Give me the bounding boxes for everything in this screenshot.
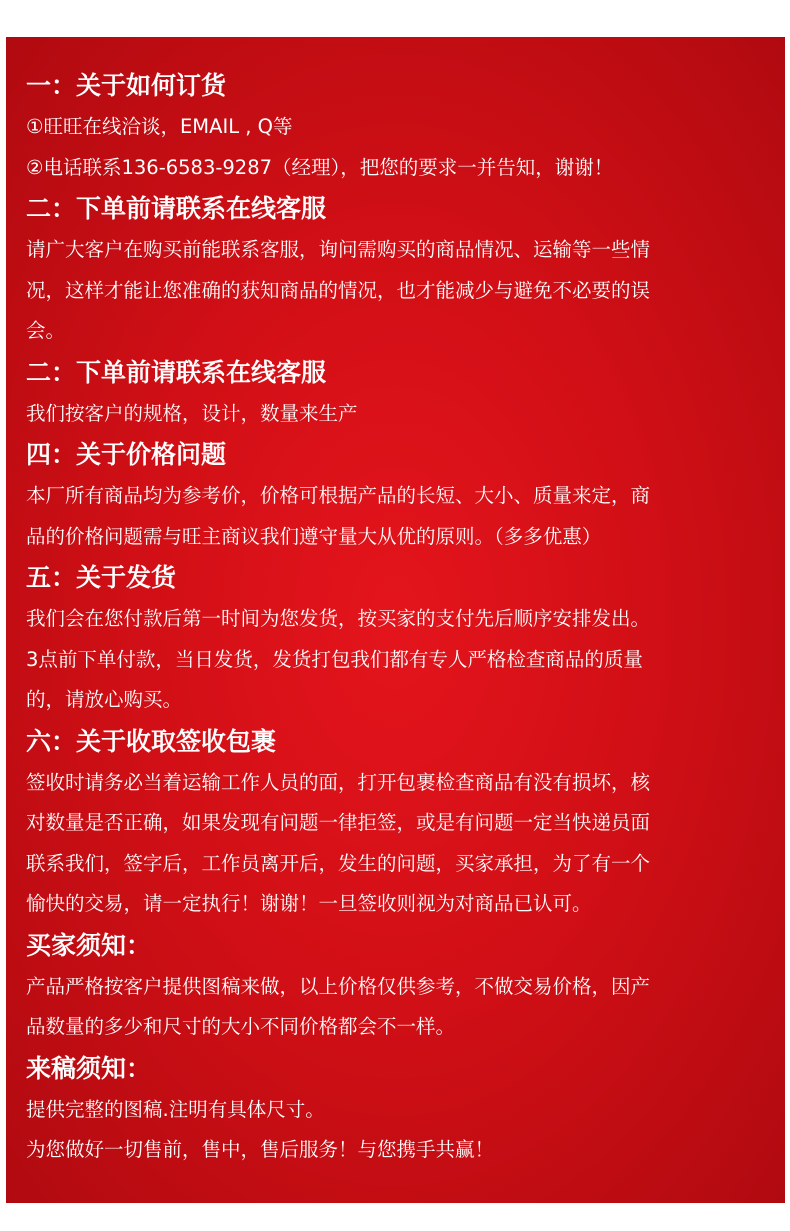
section-line: 况，这样才能让您准确的获知商品的情况，也才能减少与避免不必要的误 bbox=[26, 278, 651, 302]
section-line: ①旺旺在线洽谈，EMAIL , Q等 bbox=[26, 115, 293, 138]
section-line: 的，请放心购买。 bbox=[26, 688, 183, 711]
section-pricing bbox=[26, 434, 767, 557]
section-ordering bbox=[26, 65, 767, 188]
section-line: 我们按客户的规格，设计，数量来生产 bbox=[26, 401, 358, 425]
section-heading: 四：关于价格问题 bbox=[26, 440, 227, 469]
section-line: 产品严格按客户提供图稿来做，以上价格仅供参考，不做交易价格，因产 bbox=[26, 974, 651, 998]
section-receiving bbox=[26, 721, 767, 925]
section-heading: 二：下单前请联系在线客服 bbox=[26, 357, 327, 387]
section-line: ②电话联系136-6583-9287（经理），把您的要求一并告知，谢谢！ bbox=[26, 155, 614, 179]
section-shipping bbox=[26, 557, 767, 721]
section-line: 我们会在您付款后第一时间为您发货，按买家的支付先后顺序安排发出。 bbox=[26, 607, 651, 630]
section-heading: 一：关于如何订货 bbox=[26, 71, 227, 100]
section-line: 品数量的多少和尺寸的大小不同价格都会不一样。 bbox=[26, 1015, 456, 1038]
section-line: 签收时请务必当着运输工作人员的面，打开包裹检查商品有没有损坏，核 bbox=[26, 770, 651, 794]
section-line: 为您做好一切售前，售中，售后服务！与您携手共赢！ bbox=[26, 1138, 495, 1161]
section-line: 提供完整的图稿.注明有具体尺寸。 bbox=[26, 1097, 325, 1121]
section-line: 会。 bbox=[26, 319, 66, 342]
section-production bbox=[26, 352, 767, 435]
section-heading: 六：关于收取签收包裹 bbox=[26, 726, 277, 756]
section-line: 愉快的交易，请一定执行！谢谢！一旦签收则视为对商品已认可。 bbox=[26, 892, 592, 915]
section-line: 本厂所有商品均为参考价，价格可根据产品的长短、大小、质量来定，商 bbox=[26, 484, 651, 507]
section-line: 联系我们，签字后，工作员离开后，发生的问题，买家承担，为了有一个 bbox=[26, 851, 651, 875]
section-line: 3点前下单付款，当日发货，发货打包我们都有专人严格检查商品的质量 bbox=[26, 647, 643, 671]
section-buyer-notice bbox=[26, 925, 767, 1048]
section-heading: 五：关于发货 bbox=[26, 563, 177, 592]
section-heading: 二：下单前请联系在线客服 bbox=[26, 194, 327, 223]
section-line: 对数量是否正确，如果发现有问题一律拒签，或是有问题一定当快递员面 bbox=[26, 811, 651, 834]
section-contact-service bbox=[26, 188, 767, 352]
section-heading: 来稿须知： bbox=[26, 1053, 152, 1083]
section-heading: 买家须知： bbox=[26, 930, 152, 960]
notice-panel bbox=[6, 37, 785, 1203]
section-line: 品的价格问题需与旺主商议我们遵守量大从优的原则。（多多优惠） bbox=[26, 524, 602, 548]
section-line: 请广大客户在购买前能联系客服，询问需购买的商品情况、运输等一些情 bbox=[26, 238, 651, 261]
section-artwork-notice bbox=[26, 1048, 767, 1171]
